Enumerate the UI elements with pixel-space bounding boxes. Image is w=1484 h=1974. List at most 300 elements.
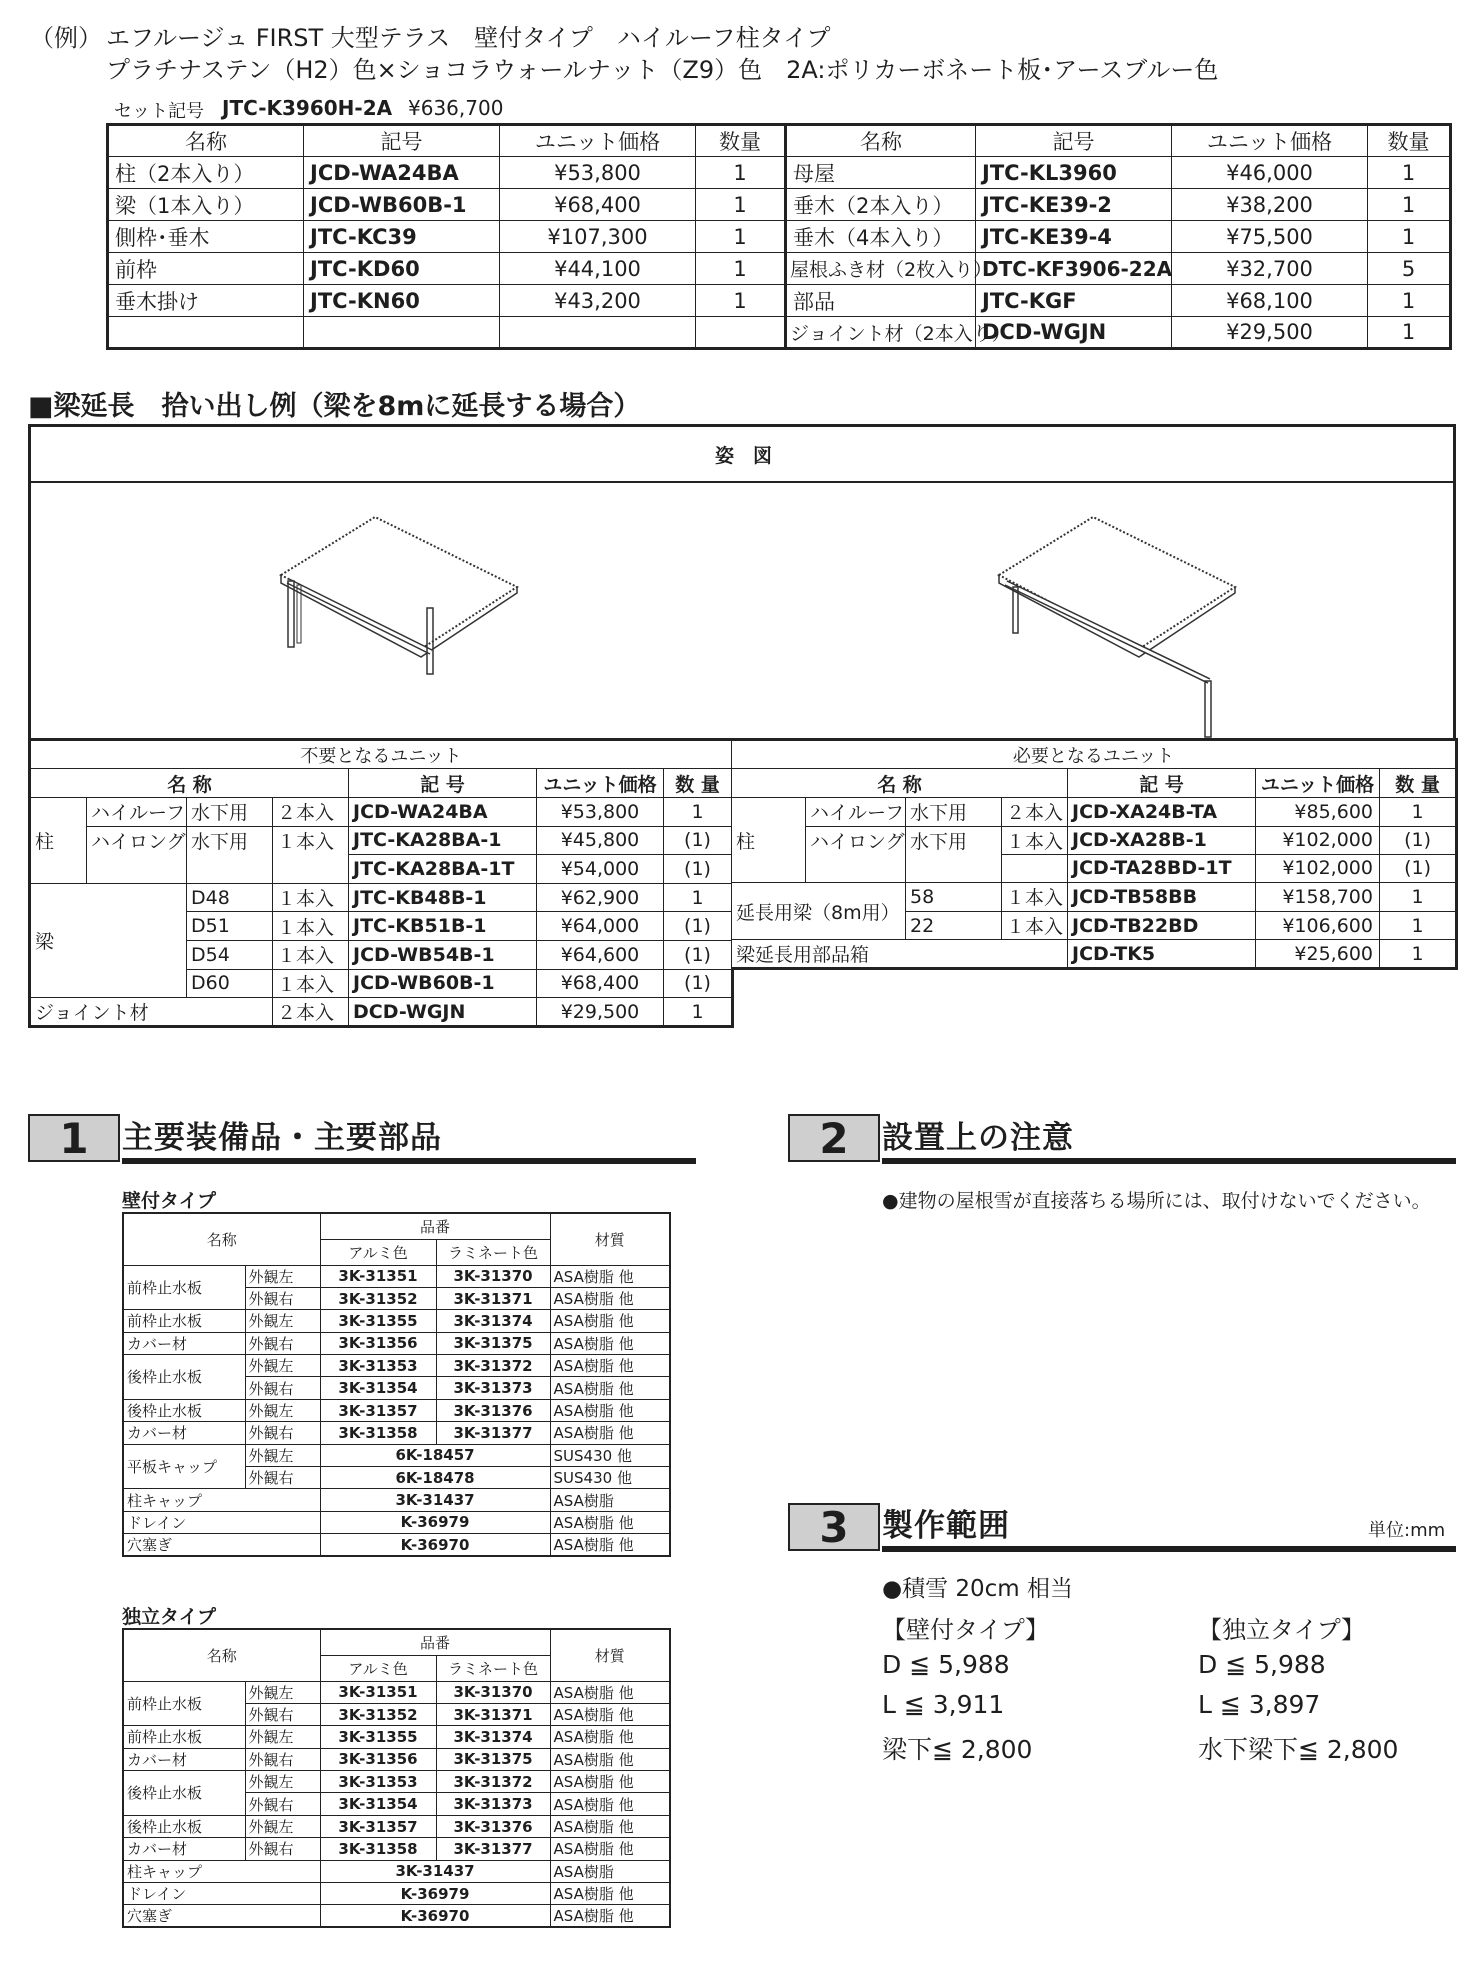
part-side: 外観右: [245, 1287, 320, 1309]
part-side: 外観左: [245, 1771, 320, 1793]
part-name: ドレイン: [123, 1511, 320, 1533]
part-code-alumi: 3K-31358: [320, 1422, 436, 1444]
cell-qty: 1: [696, 253, 786, 285]
cell-qty: 1: [1368, 285, 1451, 317]
cell-qty: (1): [1380, 826, 1457, 854]
cell-code: JCD-WA24BA: [304, 157, 500, 189]
table-row: [108, 157, 1451, 189]
ext-beam-label: 延長用梁（8m用）: [732, 883, 906, 940]
table-row: [108, 317, 1451, 349]
col-price: ユニット価格: [500, 125, 696, 157]
example-table-header: [108, 125, 1451, 157]
table-row: [123, 1511, 670, 1533]
part-code-lami: 3K-31370: [436, 1681, 550, 1703]
cell-price: ¥107,300: [500, 221, 696, 253]
col-qty: 数 量: [1380, 769, 1457, 798]
cell-code: JCD-TB58BB: [1068, 883, 1256, 912]
cell-code: JTC-KD60: [304, 253, 500, 285]
cell-empty: [304, 317, 500, 349]
part-material: ASA樹脂 他: [550, 1511, 670, 1533]
joint-label: ジョイント材: [30, 998, 273, 1027]
cell-qty: (1): [664, 912, 733, 941]
col-name: 名称: [108, 125, 304, 157]
part-side: 外観左: [245, 1444, 320, 1466]
figure-label: 姿 図: [715, 445, 773, 467]
cell-price: ¥29,500: [1172, 317, 1368, 349]
set-price: ¥636,700: [408, 96, 504, 120]
qty-text: １本入: [273, 969, 349, 998]
col-hinban: 品番: [320, 1213, 550, 1239]
part-side: 外観右: [245, 1332, 320, 1354]
table-row: [123, 1726, 670, 1748]
part-code-alumi: 3K-31351: [320, 1265, 436, 1287]
part-side: 外観右: [245, 1838, 320, 1860]
table-row: [123, 1489, 670, 1511]
figure-box: [28, 424, 1456, 738]
cell-name: 屋根ふき材（2枚入り）: [786, 253, 976, 285]
cell-empty: [1002, 854, 1068, 883]
part-name: 後枠止水板: [123, 1355, 245, 1400]
qty-text: １本入: [273, 940, 349, 969]
cell-qty: 1: [664, 798, 733, 827]
table-row: [30, 883, 733, 912]
cell-code: JTC-KN60: [304, 285, 500, 317]
free-range-d: D ≦ 5,988: [1198, 1650, 1326, 1679]
col-price: ユニット価格: [1256, 769, 1380, 798]
section-2-rule: [882, 1158, 1456, 1164]
cell-qty: 1: [664, 883, 733, 912]
cell-qty: 1: [1380, 940, 1457, 969]
part-code-alumi: 3K-31356: [320, 1748, 436, 1770]
section-1-number: 1: [28, 1114, 120, 1162]
part-code-alumi: 3K-31352: [320, 1287, 436, 1309]
part-code-lami: 3K-31371: [436, 1287, 550, 1309]
beam-size: 58: [906, 883, 1002, 912]
part-code-alumi: 3K-31357: [320, 1399, 436, 1421]
cell-qty: 1: [1380, 883, 1457, 912]
part-code: 6K-18478: [320, 1467, 550, 1489]
col-qty: 数 量: [664, 769, 733, 798]
wall-type-title: 壁付タイプ: [122, 1190, 217, 1212]
cell-empty: [108, 317, 304, 349]
cell-code: JTC-KL3960: [976, 157, 1172, 189]
beam-size: D51: [187, 912, 273, 941]
cell-code: JTC-KE39-4: [976, 221, 1172, 253]
cell-price: ¥29,500: [537, 998, 664, 1027]
qty-text: １本入: [273, 912, 349, 941]
table-row: [123, 1860, 670, 1882]
part-side: 外観左: [245, 1815, 320, 1837]
cell-code: JTC-KA28BA-1: [349, 826, 537, 855]
col-price: ユニット価格: [1172, 125, 1368, 157]
part-side: 外観右: [245, 1793, 320, 1815]
diagram-extended-terrace: [989, 507, 1249, 747]
part-material: SUS430 他: [550, 1467, 670, 1489]
part-material: ASA樹脂 他: [550, 1355, 670, 1377]
table-row: [30, 826, 733, 855]
example-set-table: [106, 123, 1452, 350]
part-code-lami: 3K-31376: [436, 1399, 550, 1421]
cell-code: JTC-KC39: [304, 221, 500, 253]
part-name: 前枠止水板: [123, 1310, 245, 1332]
cell-qty: 1: [696, 157, 786, 189]
free-type-title: 独立タイプ: [122, 1606, 217, 1628]
part-material: ASA樹脂 他: [550, 1703, 670, 1725]
cell-price: ¥53,800: [500, 157, 696, 189]
table-row: [732, 798, 1457, 827]
part-side: 外観左: [245, 1399, 320, 1421]
cell-qty: 1: [664, 998, 733, 1027]
cell-qty: (1): [1380, 854, 1457, 883]
table-row: [108, 253, 1451, 285]
part-side: 外観左: [245, 1265, 320, 1287]
part-code-lami: 3K-31372: [436, 1355, 550, 1377]
part-material: SUS430 他: [550, 1444, 670, 1466]
cell-price: ¥62,900: [537, 883, 664, 912]
cell-qty: (1): [664, 969, 733, 998]
part-code-lami: 3K-31374: [436, 1310, 550, 1332]
example-prefix: （例）: [30, 24, 102, 52]
wall-range-l: L ≦ 3,911: [882, 1690, 1005, 1719]
cell-price: ¥85,600: [1256, 798, 1380, 827]
cell-code: JCD-TB22BD: [1068, 911, 1256, 940]
section-3-number: 3: [788, 1503, 880, 1551]
cell-name: 前枠: [108, 253, 304, 285]
section-2-title: 設置上の注意: [882, 1120, 1074, 1156]
qty-text: ２本入: [273, 798, 349, 827]
part-code-alumi: 3K-31353: [320, 1771, 436, 1793]
part-material: ASA樹脂 他: [550, 1265, 670, 1287]
cell-price: ¥102,000: [1256, 826, 1380, 854]
part-material: ASA樹脂 他: [550, 1771, 670, 1793]
col-material: 材質: [550, 1629, 670, 1681]
part-code: 3K-31437: [320, 1489, 550, 1511]
col-lami: ラミネート色: [436, 1655, 550, 1681]
part-material: ASA樹脂 他: [550, 1905, 670, 1928]
beam-size: D48: [187, 883, 273, 912]
cell-name: ジョイント材（2本入り）: [786, 317, 976, 349]
cell-qty: 1: [1368, 189, 1451, 221]
extension-title: ■梁延長 拾い出し例（梁を8mに延長する場合）: [28, 391, 641, 422]
part-name: 後枠止水板: [123, 1815, 245, 1837]
cell-qty: (1): [664, 826, 733, 855]
part-side: 外観左: [245, 1726, 320, 1748]
part-side: 外観右: [245, 1748, 320, 1770]
col-code: 記 号: [1068, 769, 1256, 798]
parts-box-label: 梁延長用部品箱: [732, 940, 1068, 969]
table-row: [123, 1681, 670, 1703]
snow-load: ●積雪 20cm 相当: [882, 1576, 1074, 1602]
part-material: ASA樹脂 他: [550, 1815, 670, 1837]
part-material: ASA樹脂 他: [550, 1287, 670, 1309]
cell-price: ¥64,600: [537, 940, 664, 969]
cell-price: ¥68,400: [500, 189, 696, 221]
cell-price: ¥158,700: [1256, 883, 1380, 912]
part-code-alumi: 3K-31355: [320, 1310, 436, 1332]
cell-empty: [696, 317, 786, 349]
wall-range-d: D ≦ 5,988: [882, 1650, 1010, 1679]
part-code-lami: 3K-31377: [436, 1422, 550, 1444]
cell-code: JTC-KGF: [976, 285, 1172, 317]
cell-price: ¥64,000: [537, 912, 664, 941]
section-1-rule: [122, 1158, 696, 1164]
cell-name: 垂木（2本入り）: [786, 189, 976, 221]
part-material: ASA樹脂 他: [550, 1377, 670, 1399]
table-row: [123, 1771, 670, 1793]
table-row: [123, 1422, 670, 1444]
wall-range-title: 【壁付タイプ】: [882, 1616, 1050, 1644]
cell-code: JCD-TA28BD-1T: [1068, 854, 1256, 883]
part-code-alumi: 3K-31355: [320, 1726, 436, 1748]
needed-units-title: 必要となるユニット: [732, 740, 1457, 769]
part-code-lami: 3K-31375: [436, 1748, 550, 1770]
part-code-lami: 3K-31372: [436, 1771, 550, 1793]
part-material: ASA樹脂 他: [550, 1748, 670, 1770]
example-title-line1: エフルージュ FIRST 大型テラス 壁付タイプ ハイルーフ柱タイプ: [106, 24, 831, 52]
part-code-alumi: 3K-31351: [320, 1681, 436, 1703]
part-code-alumi: 3K-31353: [320, 1355, 436, 1377]
part-code-lami: 3K-31375: [436, 1332, 550, 1354]
set-code: JTC-K3960H-2A: [222, 96, 393, 120]
part-code: K-36979: [320, 1883, 550, 1905]
cell-code: JCD-XA28B-1: [1068, 826, 1256, 854]
pillar-label: 柱: [732, 798, 806, 883]
table-row: [108, 221, 1451, 253]
cell-qty: 5: [1368, 253, 1451, 285]
qty-text: １本入: [1002, 911, 1068, 940]
col-code: 記号: [976, 125, 1172, 157]
col-name: 名 称: [30, 769, 349, 798]
part-name: 穴塞ぎ: [123, 1534, 320, 1557]
mizushita-label: 水下用: [187, 798, 273, 827]
col-qty: 数量: [1368, 125, 1451, 157]
part-code-alumi: 3K-31352: [320, 1703, 436, 1725]
beam-size: D60: [187, 969, 273, 998]
pillar-label: 柱: [30, 798, 87, 884]
cell-code: JTC-KB51B-1: [349, 912, 537, 941]
part-code-alumi: 3K-31354: [320, 1377, 436, 1399]
col-price: ユニット価格: [537, 769, 664, 798]
part-side: 外観右: [245, 1467, 320, 1489]
needed-units-table: [731, 738, 1458, 970]
qty-text: １本入: [1002, 883, 1068, 912]
cell-empty: [500, 317, 696, 349]
part-name: 前枠止水板: [123, 1681, 245, 1726]
part-code-alumi: 3K-31356: [320, 1332, 436, 1354]
section-3-rule: [882, 1546, 1456, 1552]
part-name: カバー材: [123, 1422, 245, 1444]
unneeded-units-table: [28, 738, 734, 1028]
high-long-label: ハイロング: [806, 826, 906, 883]
free-range-l: L ≦ 3,897: [1198, 1690, 1321, 1719]
col-code: 記号: [304, 125, 500, 157]
cell-price: ¥46,000: [1172, 157, 1368, 189]
mizushita-label: 水下用: [906, 826, 1002, 883]
cell-qty: 1: [1368, 317, 1451, 349]
cell-qty: 1: [696, 221, 786, 253]
beam-size: D54: [187, 940, 273, 969]
part-material: ASA樹脂 他: [550, 1838, 670, 1860]
col-alumi: アルミ色: [320, 1655, 436, 1681]
mizushita-label: 水下用: [187, 826, 273, 883]
cell-price: ¥43,200: [500, 285, 696, 317]
cell-price: ¥75,500: [1172, 221, 1368, 253]
table-row: [732, 940, 1457, 969]
part-code-lami: 3K-31377: [436, 1838, 550, 1860]
part-material: ASA樹脂 他: [550, 1534, 670, 1557]
col-name: 名称: [786, 125, 976, 157]
cell-code: JCD-WB54B-1: [349, 940, 537, 969]
cell-qty: 1: [696, 189, 786, 221]
cell-code: DCD-WGJN: [349, 998, 537, 1027]
beam-size: 22: [906, 911, 1002, 940]
col-lami: ラミネート色: [436, 1239, 550, 1265]
qty-text: １本入: [273, 826, 349, 883]
cell-qty: (1): [664, 940, 733, 969]
section-1-title: 主要装備品・主要部品: [122, 1120, 442, 1156]
part-code-lami: 3K-31373: [436, 1793, 550, 1815]
part-material: ASA樹脂 他: [550, 1726, 670, 1748]
section-2-number: 2: [788, 1114, 880, 1162]
part-material: ASA樹脂 他: [550, 1422, 670, 1444]
diagram-standard-terrace: [271, 507, 531, 677]
cell-name: 部品: [786, 285, 976, 317]
part-material: ASA樹脂: [550, 1860, 670, 1882]
table-row: [732, 826, 1457, 854]
part-material: ASA樹脂: [550, 1489, 670, 1511]
cell-code: JTC-KE39-2: [976, 189, 1172, 221]
cell-qty: 1: [1380, 798, 1457, 827]
part-code-alumi: 3K-31357: [320, 1815, 436, 1837]
high-long-label: ハイロング: [87, 826, 187, 883]
set-label: セット記号: [114, 101, 204, 122]
cell-name: 母屋: [786, 157, 976, 189]
table-row: [732, 883, 1457, 912]
part-side: 外観左: [245, 1355, 320, 1377]
cell-price: ¥54,000: [537, 855, 664, 884]
part-material: ASA樹脂 他: [550, 1399, 670, 1421]
part-material: ASA樹脂 他: [550, 1793, 670, 1815]
part-code: 3K-31437: [320, 1860, 550, 1882]
part-code-alumi: 3K-31358: [320, 1838, 436, 1860]
cell-code: JCD-WB60B-1: [304, 189, 500, 221]
wall-range-height: 梁下≦ 2,800: [882, 1735, 1033, 1764]
table-row: [123, 1534, 670, 1557]
installation-note: ●建物の屋根雪が直接落ちる場所には、取付けないでください。: [882, 1190, 1431, 1212]
cell-code: JTC-KA28BA-1T: [349, 855, 537, 884]
table-row: [123, 1748, 670, 1770]
part-code-lami: 3K-31370: [436, 1265, 550, 1287]
cell-qty: 1: [1368, 221, 1451, 253]
unit-label: 単位:mm: [1368, 1520, 1446, 1541]
col-qty: 数量: [696, 125, 786, 157]
high-roof-label: ハイルーフ: [806, 798, 906, 827]
part-code: 6K-18457: [320, 1444, 550, 1466]
cell-price: ¥68,100: [1172, 285, 1368, 317]
cell-code: JCD-TK5: [1068, 940, 1256, 969]
cell-code: JCD-WB60B-1: [349, 969, 537, 998]
table-row: [123, 1310, 670, 1332]
col-code: 記 号: [349, 769, 537, 798]
qty-text: ２本入: [1002, 798, 1068, 827]
table-row: [123, 1838, 670, 1860]
part-material: ASA樹脂 他: [550, 1310, 670, 1332]
table-row: [108, 285, 1451, 317]
part-side: 外観右: [245, 1422, 320, 1444]
part-name: 前枠止水板: [123, 1726, 245, 1748]
cell-price: ¥38,200: [1172, 189, 1368, 221]
table-row: [30, 998, 733, 1027]
cell-name: 側枠･垂木: [108, 221, 304, 253]
part-name: 平板キャップ: [123, 1444, 245, 1489]
part-name: カバー材: [123, 1332, 245, 1354]
part-side: 外観右: [245, 1703, 320, 1725]
cell-name: 垂木（4本入り）: [786, 221, 976, 253]
part-material: ASA樹脂 他: [550, 1681, 670, 1703]
col-hinban: 品番: [320, 1629, 550, 1655]
cell-price: ¥102,000: [1256, 854, 1380, 883]
part-name: 後枠止水板: [123, 1399, 245, 1421]
cell-code: DTC-KF3906-22A: [976, 253, 1172, 285]
table-row: [108, 189, 1451, 221]
unneeded-units-title: 不要となるユニット: [30, 740, 733, 769]
part-side: 外観左: [245, 1310, 320, 1332]
beam-label: 梁: [30, 883, 187, 997]
cell-price: ¥45,800: [537, 826, 664, 855]
cell-name: 垂木掛け: [108, 285, 304, 317]
cell-qty: 1: [1380, 911, 1457, 940]
table-row: [123, 1905, 670, 1928]
table-row: [123, 1332, 670, 1354]
cell-price: ¥25,600: [1256, 940, 1380, 969]
table-row: [123, 1883, 670, 1905]
col-material: 材質: [550, 1213, 670, 1265]
freestanding-parts-table: [122, 1628, 671, 1928]
example-title-line2: プラチナステン（H2）色×ショコラウォールナット（Z9）色 2A:ポリカーボネート板･アースブルー色: [106, 56, 1219, 84]
col-name: 名 称: [732, 769, 1068, 798]
part-name: カバー材: [123, 1838, 245, 1860]
qty-text: １本入: [273, 883, 349, 912]
cell-price: ¥44,100: [500, 253, 696, 285]
table-row: [123, 1265, 670, 1287]
part-side: 外観右: [245, 1377, 320, 1399]
table-row: [30, 798, 733, 827]
free-range-title: 【独立タイプ】: [1198, 1616, 1366, 1644]
cell-name: 梁（1本入り）: [108, 189, 304, 221]
col-alumi: アルミ色: [320, 1239, 436, 1265]
part-name: 柱キャップ: [123, 1489, 320, 1511]
cell-qty: 1: [696, 285, 786, 317]
high-roof-label: ハイルーフ: [87, 798, 187, 827]
cell-code: DCD-WGJN: [976, 317, 1172, 349]
part-name: カバー材: [123, 1748, 245, 1770]
part-name: 前枠止水板: [123, 1265, 245, 1310]
cell-price: ¥53,800: [537, 798, 664, 827]
part-material: ASA樹脂 他: [550, 1883, 670, 1905]
cell-price: ¥68,400: [537, 969, 664, 998]
cell-qty: 1: [1368, 157, 1451, 189]
part-name: 後枠止水板: [123, 1771, 245, 1816]
part-code-alumi: 3K-31354: [320, 1793, 436, 1815]
part-code-lami: 3K-31376: [436, 1815, 550, 1837]
part-side: 外観左: [245, 1681, 320, 1703]
cell-price: ¥106,600: [1256, 911, 1380, 940]
part-code-lami: 3K-31374: [436, 1726, 550, 1748]
col-name: 名称: [123, 1629, 320, 1681]
cell-name: 柱（2本入り）: [108, 157, 304, 189]
table-row: [123, 1815, 670, 1837]
cell-code: JCD-WA24BA: [349, 798, 537, 827]
